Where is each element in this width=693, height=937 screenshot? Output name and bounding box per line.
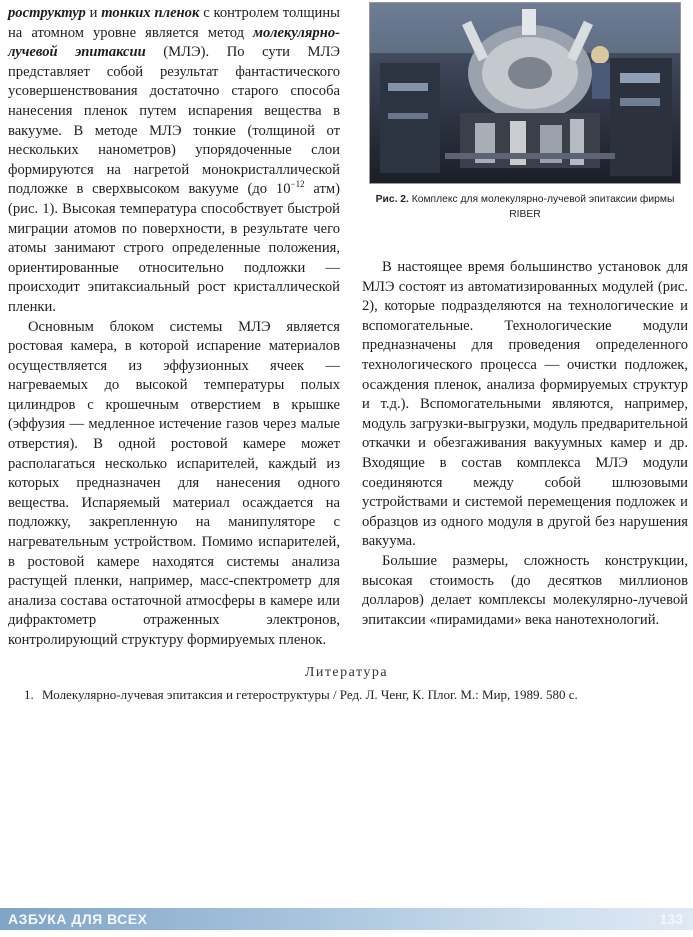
term-mbe: молекулярно-лучевой эпитаксии xyxy=(8,24,340,61)
references-title: Литература xyxy=(304,665,389,680)
exponent: −12 xyxy=(290,179,305,190)
mbe-equipment-illustration xyxy=(370,3,680,183)
riber-mbe-photo xyxy=(369,2,681,184)
term-thin-films: тонких пленок xyxy=(101,5,200,21)
section-title: АЗБУКА ДЛЯ ВСЕХ xyxy=(8,911,148,927)
reference-number: 1. xyxy=(24,687,34,702)
term-heterostructures: роструктур xyxy=(8,5,86,21)
left-column xyxy=(8,4,340,651)
paragraph-mbe-modules: В настоящее время большинство установок для МЛЭ состоят из автоматизированных модулей (рис. 2), которые подразделяются на технологические и вспомогательные. Технологические модули предназначены для проведения определенного технологического процесса — очистки подложек, осаждения пленок, анализа формируемых структур и т.д.). Вспомогательными являются, например, модуль загрузки-выгрузки, модуль предварительной откачки и обезгаживания вакуумных камер и др. Входящие в состав комплекса МЛЭ модули соединяются между собой шлюзовыми устройствами и системой перемещения подложек и образцов из одного модуля в другой без нарушения вакуума. xyxy=(362,259,688,550)
text-run: (МЛЭ). По сути МЛЭ представляет собой результат фантастического усовершенствования достаточно старого способа нанесения пленок путем испарения вещества в вакууме. В методе МЛЭ тонкие (толщиной от нескольких нанометров) упорядоченные слои формируются на нагретой монокристаллической подложке в сверхвысоком вакууме (до 10 xyxy=(8,44,340,198)
paragraph-growth-chamber: Основным блоком системы МЛЭ является ростовая камера, в которой испарение материалов осуществляется из эффузионных ячеек — нагреваемых до высокой температуры полых цилиндров с крошечным отверстием в крышке (эффузия — медленное истечение газов через малые отверстия). В одной ростовой камере может располагаться несколько испарителей, каждый из которых предназначен для нанесения одного вещества. Испаряемый материал осаждается на подложку, закрепленную на манипуляторе с нагревательным устройством. Помимо испарителей, в ростовой камере находятся системы анализа растущей пленки, например, масс-спектрометр для анализа состава остаточной атмосферы в камере или дифрактометр отраженных электронов, контролирующий структуру формируемых пленок. xyxy=(8,318,340,648)
caption-text: Комплекс для молекулярно-лучевой эпитаксии фирмы RIBER xyxy=(408,194,675,220)
right-column xyxy=(362,258,688,630)
text-run: с контролем толщины на атомном уровне является метод xyxy=(8,5,340,41)
figure-label: Рис. 2. xyxy=(375,194,409,205)
text-run: и xyxy=(85,5,102,21)
figure-caption xyxy=(366,192,684,222)
figure-2 xyxy=(366,2,684,222)
paragraph-mbe-intro xyxy=(8,4,340,318)
reference-item xyxy=(24,686,684,704)
paragraph-mbe-pyramids: Большие размеры, сложность конструкции, высокая стоимость (до десятков миллионов долларов) делает комплексы молекулярно-лучевой эпитаксии «пирамидами» века нанотехнологий. xyxy=(362,552,688,628)
reference-text: Молекулярно-лучевая эпитаксия и гетероструктуры / Ред. Л. Ченг, К. Плог. М.: Мир, 1989. 580 с. xyxy=(42,687,578,702)
page-footer xyxy=(0,908,693,930)
page-number: 133 xyxy=(659,911,683,927)
references-list xyxy=(24,686,684,704)
text-run: атм) (рис. 1). Высокая температура способствует быстрой миграции атомов по поверхности, в результате чего атомы занимают строго определенные положения, ориентированные относительно подложки — происходит эпитаксиальный рост кристаллической пленки. xyxy=(8,181,340,315)
